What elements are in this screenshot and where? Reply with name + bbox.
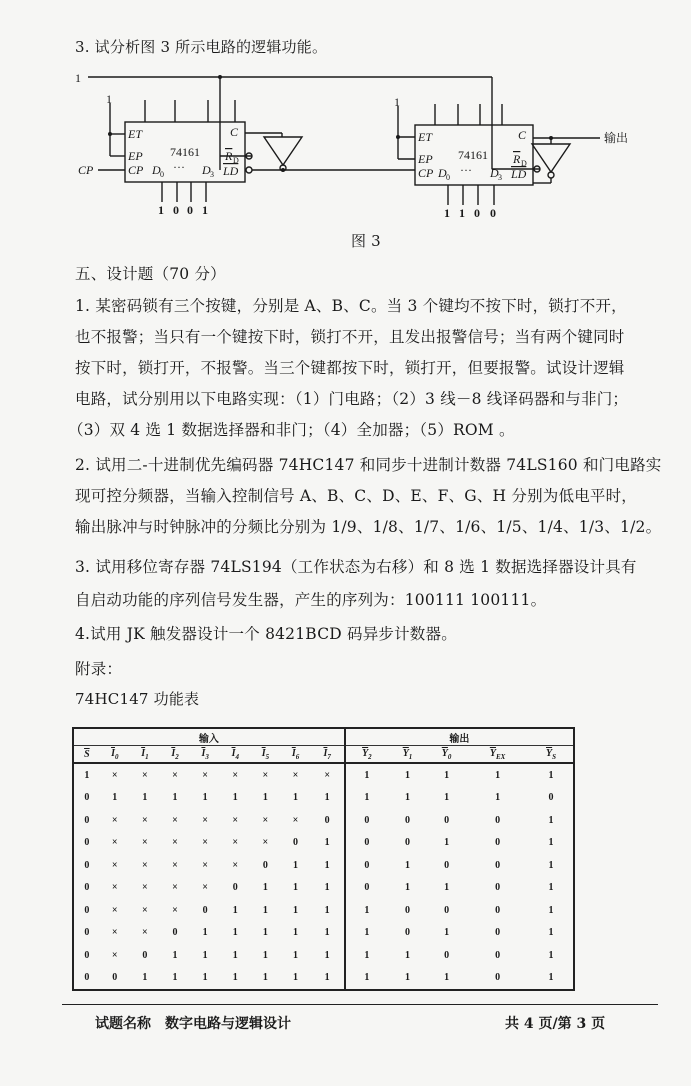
table-cell: × [111,814,118,826]
pin-d0-sub-2: 0 [446,173,450,182]
table-cell: × [172,769,178,781]
column-header: $\overline{I}_1$ [130,746,160,764]
table-cell: 0 [495,904,501,916]
pin-ld-1: LD [223,164,239,178]
pin-c-1: C [230,125,239,139]
table-cell: 1 [202,792,208,804]
table-cell: × [292,814,299,826]
table-cell: 0 [444,904,450,916]
table-cell: 0 [405,837,410,849]
table-cell: 0 [84,859,90,871]
table-cell: 0 [84,927,90,939]
table-row [73,763,574,787]
table-cell: × [111,859,118,871]
table-cell: × [202,769,208,781]
table-row [73,809,574,832]
d-value: 0 [490,206,496,220]
footer-page-info: 共 4 页/第 3 页 [505,1016,606,1032]
footer-label: 试题名称 [95,1016,151,1032]
table-cell: 1 [444,769,450,781]
table-cell: 1 [548,882,554,894]
q2-line: 现可控分频器，当输入控制信号 A、B、C、D、E、F、G、H 分别为低电平时， [75,487,637,505]
q1-line: 1. 某密码锁有三个按键，分别是 A、B、C。当 3 个键均不按下时，锁打不开， [75,297,627,315]
table-cell: 0 [444,859,450,871]
label-output: 输出 [604,131,629,145]
table-cell: 0 [495,972,501,984]
table-cell: 0 [232,882,238,894]
pin-rd-sub-2: D [521,159,527,168]
pin-d3-2: D [490,166,499,180]
q3-line: 自启动功能的序列信号发生器，产生的序列为：100111 100111。 [75,591,547,609]
d-value: 0 [187,203,193,217]
table-cell: 1 [548,904,554,916]
table-cell: 1 [142,792,148,804]
pin-et-1: ET [128,127,143,141]
pin-cp-2: CP [418,166,434,180]
q2-line: 2. 试用二-十进制优先编码器 74HC147 和同步十进制计数器 74LS160 和门电路实 [75,456,662,474]
table-cell: × [232,837,239,849]
table-cell: 1 [311,899,345,922]
label-cp-input: CP [78,163,94,177]
table-cell: 1 [311,967,345,991]
pin-d3-sub-2: 3 [498,173,502,182]
column-header: $\overline{Y}_1$ [388,746,427,764]
label-one-top: 1 [75,71,81,85]
table-cell: × [172,837,178,849]
table-cell: 1 [495,769,501,781]
column-header: $\overline{Y}_S$ [529,746,574,764]
table-row [73,967,574,991]
table-cell: 1 [172,792,178,804]
table-row [73,922,574,945]
table-cell: 0 [84,837,90,849]
table-cell: 0 [495,837,501,849]
table-cell: 0 [405,927,410,939]
table-cell: 0 [495,882,501,894]
chip-label-1: 74161 [170,145,200,159]
pin-c-2: C [518,128,527,142]
table-cell: 1 [364,904,370,916]
table-cell: × [142,927,148,939]
table-row [73,877,574,900]
table-cell: 1 [232,927,238,939]
table-title: 74HC147 功能表 [75,690,200,708]
column-header: $\overline{S}$ [73,746,100,764]
footer-divider [62,1004,658,1005]
group-input: 输入 [73,728,345,746]
table-cell: 1 [364,949,370,961]
table-cell: 1 [202,927,208,939]
table-cell: 1 [142,972,148,984]
footer-subject [95,1013,291,1033]
pin-dots-2: ··· [460,163,472,177]
table-cell: 0 [142,949,148,961]
table-cell: 0 [364,814,370,826]
figure-caption: 图 3 [351,232,381,250]
table-row [73,787,574,810]
table-cell: 1 [311,832,345,855]
question-3-text: 3. 试分析图 3 所示电路的逻辑功能。 [75,38,328,56]
table-cell: × [142,769,148,781]
function-table [72,727,575,991]
table-cell: 0 [364,837,370,849]
table-cell: 1 [405,949,410,961]
table-cell: 1 [405,882,410,894]
table-cell: 1 [548,837,554,849]
appendix-label: 附录： [75,660,123,678]
table-cell: × [262,769,269,781]
table-cell: 0 [262,859,268,871]
q2-line: 输出脉冲与时钟脉冲的分频比分别为 1/9、1/8、1/7、1/6、1/5、1/4、1/3、1/2。 [75,518,662,536]
column-header: $\overline{Y}_0$ [427,746,466,764]
column-header: $\overline{I}_6$ [280,746,310,764]
table-cell: 0 [495,949,501,961]
pin-d0-1: D [152,163,161,177]
table-cell: × [142,882,148,894]
table-cell: 1 [311,854,345,877]
pin-d3-1: D [202,163,211,177]
d-value: 1 [444,206,450,220]
table-cell: 0 [84,904,90,916]
column-header: $\overline{I}_4$ [220,746,250,764]
table-cell: × [111,837,118,849]
table-cell: 1 [232,972,238,984]
table-cell: 0 [495,859,501,871]
table-cell: 0 [405,904,410,916]
table-cell: 1 [202,949,208,961]
column-header: $\overline{I}_0$ [100,746,130,764]
table-cell: 0 [311,809,345,832]
table-cell: 1 [262,972,268,984]
table-cell: 1 [262,882,268,894]
table-cell: × [111,882,118,894]
q4-line: 4.试用 JK 触发器设计一个 8421BCD 码异步计数器。 [75,625,457,643]
footer-subject-name: 数字电路与逻辑设计 [165,1016,291,1032]
pin-cp-1: CP [128,163,144,177]
table-cell: 1 [405,859,410,871]
table-cell: 0 [172,927,178,939]
table-row [73,899,574,922]
table-cell: × [172,882,178,894]
q3-line: 3. 试用移位寄存器 74LS194（工作状态为右移）和 8 选 1 数据选择器设计具有 [75,558,637,576]
table-cell: 0 [364,882,370,894]
pin-et-2: ET [418,130,433,144]
label-one-chip2: 1 [394,95,400,109]
table-cell: × [232,859,239,871]
column-header: $\overline{I}_2$ [160,746,190,764]
table-cell: 1 [364,769,370,781]
table-cell: 1 [293,927,299,939]
table-cell: 1 [548,769,554,781]
column-header: $\overline{I}_7$ [311,746,345,764]
table-cell: × [111,949,118,961]
table-cell: × [202,882,208,894]
table-cell: 0 [444,814,450,826]
table-cell: × [262,837,269,849]
table-cell: × [142,837,148,849]
table-cell: 0 [202,904,208,916]
d-value: 1 [158,203,164,217]
table-cell: × [311,763,345,787]
column-header: $\overline{I}_5$ [250,746,280,764]
pin-d0-2: D [438,166,447,180]
d-value: 0 [474,206,480,220]
table-cell: × [172,904,178,916]
table-cell: 1 [311,922,345,945]
table-cell: × [202,837,208,849]
pin-d3-sub-1: 3 [210,170,214,179]
pin-ep-1: EP [128,149,143,163]
pin-ep-2: EP [418,152,433,166]
table-cell: 1 [262,927,268,939]
table-cell: 0 [444,949,450,961]
table-cell: × [142,814,148,826]
column-header: $\overline{Y}_2$ [345,746,388,764]
table-cell: 1 [262,792,268,804]
table-cell: 1 [444,927,450,939]
table-cell: 1 [293,972,299,984]
table-row [73,854,574,877]
table-cell: 1 [311,877,345,900]
table-cell: 1 [172,972,178,984]
table-cell: 1 [405,792,410,804]
table-cell: × [232,769,239,781]
table-cell: 1 [405,972,410,984]
table-cell: 0 [405,814,410,826]
pin-rd-2: R [513,152,521,166]
table-cell: 1 [232,904,238,916]
pin-ld-2: LD [511,167,527,181]
pin-dots-1: ··· [173,160,185,174]
table-row [73,832,574,855]
q1-line: 也不报警；当只有一个键按下时，锁打不开，且发出报警信号；当有两个键同时 [75,328,625,346]
table-cell: × [172,859,178,871]
table-cell: 1 [364,972,370,984]
table-cell: 1 [232,792,238,804]
table-cell: 1 [548,927,554,939]
table-cell: 1 [548,949,554,961]
table-cell: 1 [293,859,299,871]
table-cell: 0 [84,949,90,961]
table-cell: 1 [293,882,299,894]
table-cell: × [172,814,178,826]
table-cell: 1 [232,949,238,961]
group-output: 输出 [345,728,574,746]
table-row [73,944,574,967]
table-cell: 1 [548,972,554,984]
table-cell: 1 [444,837,450,849]
table-cell: × [111,927,118,939]
table-cell: 1 [548,814,554,826]
table-cell: 0 [84,882,90,894]
pin-d0-sub-1: 0 [160,170,164,179]
d-value: 1 [202,203,208,217]
table-cell: 0 [495,814,501,826]
table-cell: 1 [84,769,90,781]
table-cell: 0 [84,792,90,804]
table-cell: 1 [293,904,299,916]
q1-line: （3）双 4 选 1 数据选择器和非门；（4）全加器；（5）ROM 。 [68,421,515,439]
table-cell: 1 [311,944,345,967]
table-cell: × [232,814,239,826]
circuit-figure-3 [70,70,630,220]
table-cell: 1 [444,972,450,984]
q1-line: 按下时，锁打开，不报警。当三个键都按下时，锁打开，但要报警。试设计逻辑 [75,359,625,377]
table-cell: 0 [112,972,118,984]
d-value: 0 [173,203,179,217]
table-cell: 0 [548,792,554,804]
table-cell: × [142,859,148,871]
table-cell: × [292,769,299,781]
column-header: $\overline{Y}_{EX}$ [466,746,529,764]
table-cell: 1 [293,792,299,804]
table-cell: 1 [202,972,208,984]
table-cell: × [142,904,148,916]
table-cell: × [202,859,208,871]
table-cell: × [202,814,208,826]
table-cell: 1 [293,949,299,961]
table-cell: 1 [112,792,118,804]
pin-rd-sub-1: D [233,156,239,165]
table-cell: 1 [364,927,370,939]
column-header: $\overline{I}_3$ [190,746,220,764]
table-cell: 1 [495,792,501,804]
table-cell: 1 [548,859,554,871]
q1-line: 电路，试分别用以下电路实现：（1）门电路；（2）3 线－8 线译码器和与非门； [75,390,629,408]
table-cell: 1 [311,787,345,810]
table-cell: 0 [84,814,90,826]
table-cell: × [111,769,118,781]
table-cell: × [111,904,118,916]
table-cell: 1 [405,769,410,781]
pin-rd-1: R [225,149,233,163]
table-cell: 0 [495,927,501,939]
table-cell: × [262,814,269,826]
table-cell: 1 [172,949,178,961]
table-cell: 1 [262,904,268,916]
table-cell: 1 [444,792,450,804]
table-cell: 1 [262,949,268,961]
chip-label-2: 74161 [458,148,488,162]
table-cell: 0 [364,859,370,871]
table-cell: 1 [364,792,370,804]
section-title: 五、设计题（70 分） [75,265,226,283]
table-cell: 0 [293,837,299,849]
label-one-chip1: 1 [106,92,112,106]
d-value: 1 [459,206,465,220]
table-cell: 1 [444,882,450,894]
table-cell: 0 [84,972,90,984]
